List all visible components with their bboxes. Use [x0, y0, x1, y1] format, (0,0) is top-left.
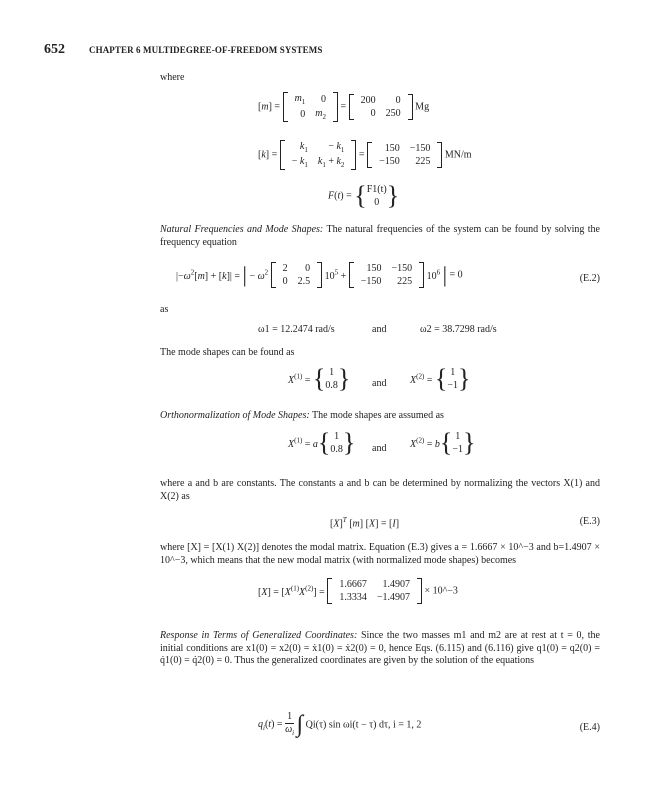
as-label: as — [160, 304, 169, 315]
modal-matrix-paragraph: where [X] = [X(1) X(2)] denotes the modal matrix. Equation (E.3) gives a = 1.6667 × 10^−3 and b=1.4907 × 10^−3, which means that the new modal matrix (with normalized mode shapes) becomes — [160, 542, 600, 566]
where-label: where — [160, 72, 185, 83]
and-label-2: and — [372, 378, 387, 389]
normalization-equation: $[X]^T$ [m] [X] = [I] — [330, 516, 400, 530]
chapter-title: CHAPTER 6 MULTIDEGREE-OF-FREEDOM SYSTEMS — [89, 45, 323, 55]
assumed-mode-x2: $X^{(2)} = b${ 1 −1} — [410, 428, 476, 457]
generalized-coordinate-equation: $q_i(t) = \frac{1}{\omega_i}$ ∫ Qi(τ) sin ωi(t − τ) dτ, i = 1, 2 — [258, 711, 422, 738]
natural-frequencies-paragraph: Natural Frequencies and Mode Shapes: The natural frequencies of the system can be found by solving the frequency equation — [160, 224, 600, 248]
orthonormalization-paragraph: Orthonormalization of Mode Shapes: The mode shapes are assumed as — [160, 410, 444, 421]
assumed-mode-x1: $X^{(1)} = a${ 1 0.8} — [288, 428, 356, 457]
mode-shapes-intro: The mode shapes can be found as — [160, 347, 295, 358]
equation-label-e4: (E.4) — [579, 722, 600, 733]
and-label-1: and — [372, 324, 387, 335]
and-label-3: and — [372, 443, 387, 454]
response-paragraph: Response in Terms of Generalized Coordinates: Since the two masses m1 and m2 are at rest at t = 0, the initial conditions are x1(0) = x2(0) = ẋ1(0) = ẋ2(0) = 0, hence Eqs. (6.115) and (6.116) give q1(0) = q2(0) = q̇1(0) = q̇2(0) = 0. Thus the generalized coordinates are given by the solution of the equations — [160, 630, 600, 666]
modal-matrix-equation: $[X] = [X^{(1)}X^{(2)}]$ = 1.6667 1.4907 1.3334 −1.4907 × 10^−3 — [258, 579, 458, 603]
mass-units: Mg — [415, 101, 430, 113]
frequency-equation: $|-\omega^2[m] + [k]|$ = | − $\omega^2$ 2 0 0 2.5 $10^5$ + 150 −150 −150 225 $10^6$ | = 0 — [176, 262, 463, 287]
mode-shape-x2: $X^{(2)}$ = { 1 −1} — [410, 364, 471, 393]
stiffness-numeric-matrix: 150 −150 −150 225 — [367, 142, 442, 168]
force-vector-equation: F(t) = {F1(t) 0 } — [328, 181, 400, 210]
omega2-value: ω2 = 38.7298 rad/s — [420, 324, 497, 335]
equation-label-e3: (E.3) — [579, 516, 600, 527]
mass-numeric-matrix: 200 0 0 250 — [349, 94, 413, 120]
mass-matrix-equation: [m] = $m_1$ 0 0 $m_2$ = 200 0 0 250 Mg — [258, 93, 430, 121]
stiffness-units: MN/m — [444, 149, 472, 161]
stiffness-matrix-equation: [k] = $k_1$ − $k_1$ − $k_1$ $k_1 + k_2$ = 150 −150 −150 225 MN/m — [258, 141, 472, 169]
page-number: 652 — [44, 42, 65, 57]
omega1-value: ω1 = 12.2474 rad/s — [258, 324, 335, 335]
mode-shape-x1: $X^{(1)}$ = { 1 0.8} — [288, 364, 351, 393]
constants-paragraph: where a and b are constants. The constants a and b can be determined by normalizing the vectors X(1) and X(2) as — [160, 478, 600, 502]
equation-label-e2: (E.2) — [579, 273, 600, 284]
